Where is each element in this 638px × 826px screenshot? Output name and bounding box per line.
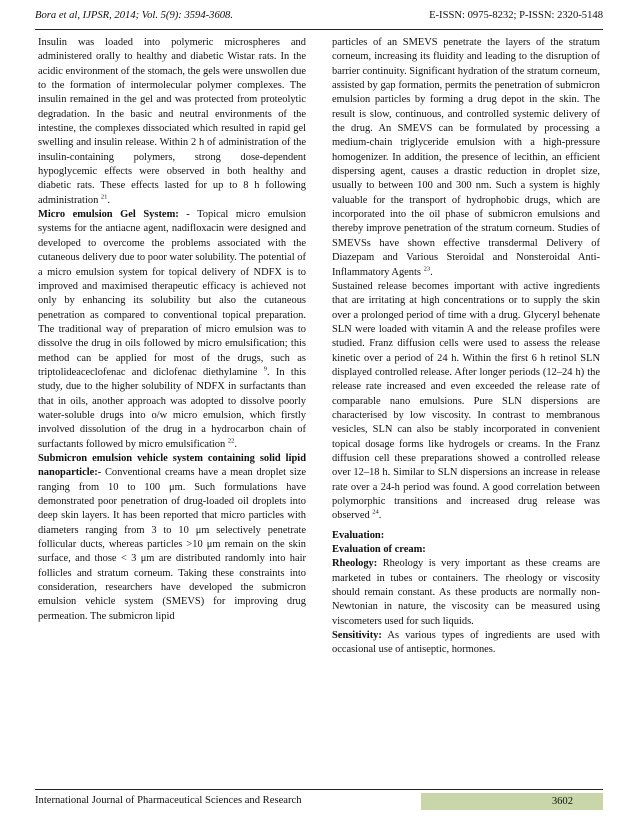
section-heading: Rheology: xyxy=(332,558,378,570)
paragraph-microemulsion-gel: Micro emulsion Gel System: - Topical micro emulsion systems for the antiacne agent, nadifloxacin were designed and developed to overcome the problems associated with the cutaneous delivery due to poor water solubility. The potential of a micro emulsion system for topical delivery of NDFX is to improved and maximised therapeutic efficacy is achieved not only by enhancing its solubility but also the cutaneous penetration as compared to conventional topical preparation. The traditional way of preparation of micro emulsion was to dissolve the drug in oils followed by micro emulsification; this method can be applied for most of the drugs, such as triptolideaceclofenac and diclofenac diethylamine $^9$. In this study, due to the higher solubility of NDFX in surfactants than that in oils, another approach was adopted to dissolve poorly water-soluble drugs into o/w micro emulsion, which firstly involved dissolution of the drug in a hydrocarbon chain of surfactants followed by micro emulsification $^{22}$. xyxy=(38,209,306,450)
paragraph-sensitivity: Sensitivity: As various types of ingredients are used with occasional use of antiseptic, hormones. xyxy=(332,630,600,656)
citation-ref[interactable]: 9 xyxy=(263,365,267,373)
footer-divider xyxy=(35,789,603,790)
citation-ref[interactable]: 22 xyxy=(227,437,235,445)
running-footer xyxy=(35,795,603,811)
paragraph-smevs: Submicron emulsion vehicle system containing solid lipid nanoparticle:- Conventional creams have a mean droplet size ranging from 10 to 100 μm. Such formulations have demonstrated poor penetration of drug-loaded oil droplets into deep skin layers. It has been reported that micro particles with diameters ranging from 3 to 10 μm selectively penetrate follicular ducts, whereas particles >10 μm remain on the skin surface, and those < 3 μm are distributed randomly into hair follicles and stratum corneum. Taking these constraints into consideration, researchers have developed the submicron emulsion vehicle system (SMEVS) for improving drug permeation. The submicron lipid xyxy=(38,452,306,622)
heading-evaluation-of-cream: Evaluation of cream: xyxy=(332,544,426,556)
left-column xyxy=(38,36,306,624)
citation-ref[interactable]: 21 xyxy=(100,193,108,201)
footer-journal-name: International Journal of Pharmaceutical Sciences and Research xyxy=(35,795,302,806)
section-heading: Sensitivity: xyxy=(332,630,382,642)
paragraph-smevs-continued: particles of an SMEVS penetrate the layers of the stratum corneum, increasing its fluidity and leading to the disruption of barrier continuity. Significant hydration of the stratum corneum, assisted by gap formation, permits the penetration of submicron emulsion particles by forming a drug depot in the skin. The result is slow, continuous, and controlled systemic delivery of the drug. An SMEVS can be formulated by processing a medium-chain triglyceride emulsion with a high-pressure homogenizer. In addition, the presence of lecithin, an efficient dispersing agent, causes a drastic reduction in droplet size, usually to between 100 and 300 nm. Such a system is highly valuable for the transport of hydrophobic drugs, which are incorporated into the oil phase of submicron emulsions and thereby improve penetration of the stratum corneum. Studies of SMEVSs have shown effective transdermal Delivery of Diazepam and Various Steroidal and Nonsteroidal Anti-Inflammatory Agents $^{23}$. xyxy=(332,37,601,278)
paragraph-rheology: Rheology: Rheology is very important as these creams are marketed in tubes or containers. The rheology or viscosity should remain constant. As these products are normally non-Newtonian in nature, the viscosity can be measured using viscometers used for such liquids. xyxy=(332,558,600,627)
citation-ref[interactable]: 23 xyxy=(423,265,431,273)
running-header xyxy=(35,10,603,26)
header-issn: E-ISSN: 0975-8232; P-ISSN: 2320-5148 xyxy=(429,10,603,21)
header-divider xyxy=(35,29,603,30)
section-heading: Submicron emulsion vehicle system containing solid lipid nanoparticle:- xyxy=(38,452,306,479)
section-heading: Micro emulsion Gel System: - xyxy=(38,209,190,221)
paragraph-insulin: Insulin was loaded into polymeric microspheres and administered orally to healthy and diabetic Wistar rats. In the acidic environment of the stomach, the gels were unswollen due to the formation of intermolecular polymer complexes. The insulin remained in the gel and was protected from proteolytic degradation. In the basic and neutral environments of the intestine, the complexes dissociated which resulted in rapid gel swelling and insulin release. Within 2 h of administration of the insulin-containing polymers, strong dose-dependent hypoglycemic effects were observed in both healthy and diabetic rats. These effects lasted for up to 8 h following administration $^{21}$. xyxy=(38,37,306,206)
paragraph-sustained-release: Sustained release becomes important with active ingredients that are irritating at high concentrations or to supply the skin over a prolonged period of time with a drug. Glyceryl behenate SLN were loaded with vitamin A and the release profiles were studied. Franz diffusion cells were used to assess the release kinetic over a period of 24 h. Within the first 6 h retinol SLN displayed controlled release. After longer periods (12–24 h) the release rate increased and even exceeded the release rate of comparable nano emulsions. Pure SLN dispersions are characterised by low viscosity. In contrast to membranous vesicles, SLN can also be stably incorporated in convenient topical dosage forms like hydrogels or creams. In the Franz diffusion cell these preparations showed a controlled release over 12–18 h. Similar to SLN dispersions an increase in release rate over a 24-h period was found. A good correlation between polymorphic transitions and increased drug release was observed $^{24}$. xyxy=(332,280,600,522)
citation-ref[interactable]: 24 xyxy=(372,508,379,516)
right-column xyxy=(332,36,600,658)
heading-evaluation: Evaluation: xyxy=(332,529,385,541)
page-number: 3602 xyxy=(421,793,603,810)
header-citation: Bora et al, IJPSR, 2014; Vol. 5(9): 3594-3608. xyxy=(35,10,234,21)
